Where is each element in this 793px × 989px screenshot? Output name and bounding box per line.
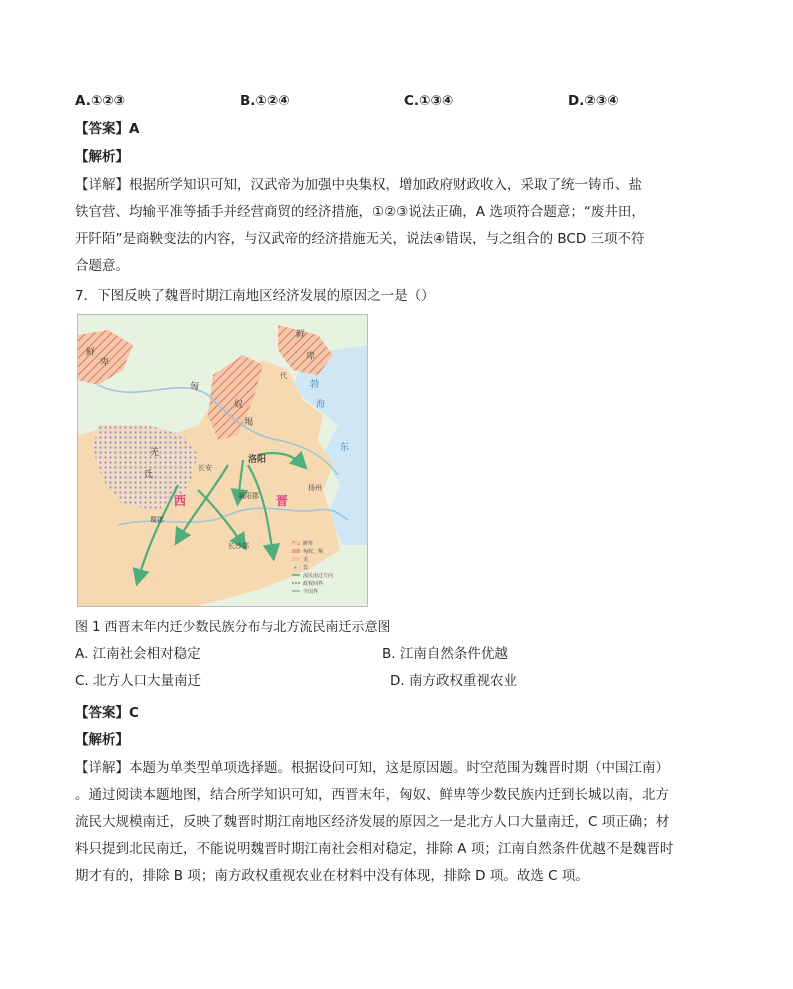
map-svg (78, 315, 367, 606)
historical-map (77, 314, 368, 607)
map-label-xianbei-top: 鲜 (296, 330, 306, 340)
map-label-hai: 海 (316, 400, 326, 410)
q6-detail-line-2: 铁官营、均输平准等插手并经营商贸的经济措施，①②③说法正确，A 选项符合题意；“废井田， (75, 204, 645, 220)
q7-detail-line-2: 。通过阅读本题地图，结合所学知识可知，西晋末年，匈奴、鲜卑等少数民族内迁到长城以南，北方 (75, 787, 669, 803)
map-label-dong: 东 (340, 443, 350, 453)
q7-answer: 【答案】C (75, 705, 139, 721)
option-d-prev: D.②③④ (568, 93, 619, 109)
map-label-di: 氐 (144, 470, 154, 480)
q6-answer: 【答案】A (75, 121, 140, 137)
q7-detail-line-4: 料只提到北民南迁，不能说明魏晋时期江南社会相对稳定，排除 A 项；江南自然条件优越不是魏晋时 (75, 841, 674, 857)
q7-detail-line-1: 【详解】本题为单类型单项选择题。根据设问可知，这是原因题。时空范围为魏晋时期（中国江南） (75, 760, 669, 776)
option-b-prev: B.①②④ (240, 93, 290, 109)
map-label-bo: 勃 (310, 380, 320, 390)
map-label-xiangyang: 襄阳郡 (238, 492, 259, 500)
map-label-jin: 晋 (276, 494, 289, 508)
map-label-nu: 奴 (234, 400, 244, 410)
figure-caption: 图 1 西晋末年内迁少数民族分布与北方流民南迁示意图 (75, 620, 391, 635)
q6-detail-line-3: 开阡陌”是商鞅变法的内容，与汉武帝的经济措施无关，说法④错误，与之组合的 BCD 三项不符 (75, 231, 645, 247)
q7-option-d: D. 南方政权重视农业 (390, 673, 517, 689)
legend-swatch-1 (292, 541, 300, 545)
map-label-shujun: 蜀郡 (150, 516, 164, 524)
q7-option-c: C. 北方人口大量南迁 (75, 673, 202, 689)
q6-detail-line-1: 【详解】根据所学知识可知，汉武帝为加强中央集权，增加政府财政收入，采取了统一铸币、盐 (75, 177, 642, 193)
map-label-xi: 西 (174, 494, 187, 508)
map-label-xianbei-top-2: 卑 (306, 352, 316, 362)
map-label-luoyang: 洛阳 (248, 455, 267, 465)
legend-swatch-2 (292, 549, 300, 553)
map-label-changan: 长安 (198, 464, 212, 472)
map-label-qiang: 羌 (150, 448, 160, 458)
map-label-yangzhou: 扬州 (308, 484, 322, 492)
legend-item-7: 今国界 (303, 589, 319, 595)
q6-analysis-label: 【解析】 (75, 149, 129, 165)
q7-option-b: B. 江南自然条件优越 (382, 646, 508, 662)
legend-item-5: 流民南迁方向 (303, 573, 334, 579)
q7-detail-line-3: 流民大规模南迁，反映了魏晋时期江南地区经济发展的原因之一是北方人口大量南迁，C 项正确；材 (75, 814, 670, 830)
q7-analysis-label: 【解析】 (75, 732, 129, 748)
legend-item-4: 氐 (303, 565, 309, 571)
map-label-xianbei-left-2: 卑 (100, 358, 110, 368)
option-c-prev: C.①③④ (404, 93, 454, 109)
legend-item-3: 羌 (303, 557, 309, 563)
legend-swatch-3 (292, 557, 300, 561)
q6-detail-line-4: 合题意。 (75, 258, 129, 274)
legend-item-1: 鲜卑 (303, 541, 314, 547)
legend-item-2: 匈奴、羯 (303, 549, 324, 555)
q7-option-a: A. 江南社会相对稳定 (75, 646, 201, 662)
legend-swatch-4 (292, 565, 300, 569)
map-label-jie: 羯 (244, 418, 254, 428)
legend-item-6: 政权间界 (303, 581, 324, 587)
option-a-prev: A.①②③ (75, 93, 126, 109)
map-label-xianbei-left: 鲜 (86, 348, 96, 358)
map-label-xiongnu: 匈 (190, 382, 200, 392)
map-label-dai: 代 (280, 372, 287, 380)
q7-detail-line-5: 期才有的，排除 B 项；南方政权重视农业在材料中没有体现，排除 D 项。故选 C 项。 (75, 868, 589, 884)
map-label-changsha: 长沙郡 (228, 542, 249, 550)
q7-stem: 7．下图反映了魏晋时期江南地区经济发展的原因之一是（） (75, 288, 435, 304)
